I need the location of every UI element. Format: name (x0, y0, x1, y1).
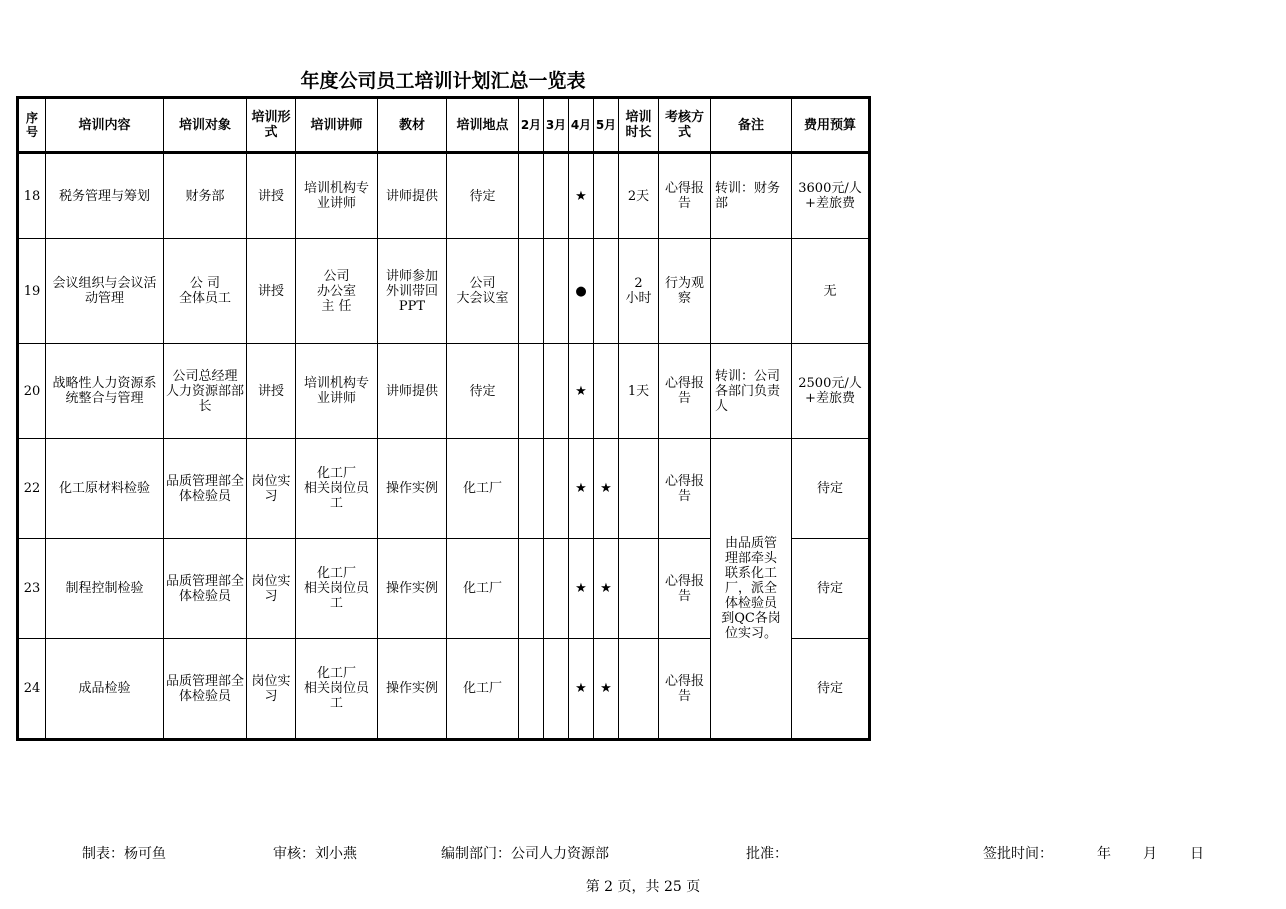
header-location: 培训地点 (447, 98, 519, 153)
cell-target: 品质管理部全体检验员 (164, 439, 247, 539)
training-plan-table (16, 96, 871, 741)
cell-month-4: ● (569, 239, 594, 344)
cell-month-5: ★ (594, 439, 619, 539)
cell-month-3 (544, 439, 569, 539)
cell-budget: 待定 (792, 439, 870, 539)
header-budget: 费用预算 (792, 98, 870, 153)
header-month-5: 5月 (594, 98, 619, 153)
cell-assess: 行为观察 (659, 239, 711, 344)
cell-assess: 心得报告 (659, 153, 711, 239)
cell-budget: 待定 (792, 639, 870, 740)
cell-seq: 18 (18, 153, 46, 239)
cell-target: 财务部 (164, 153, 247, 239)
header-target: 培训对象 (164, 98, 247, 153)
footer-maker: 制表：杨可鱼 (82, 846, 166, 862)
cell-month-4: ★ (569, 439, 594, 539)
cell-duration: 2天 (619, 153, 659, 239)
cell-budget: 无 (792, 239, 870, 344)
cell-seq: 20 (18, 344, 46, 439)
cell-location: 化工厂 (447, 439, 519, 539)
header-duration: 培训时长 (619, 98, 659, 153)
cell-location: 公司 大会议室 (447, 239, 519, 344)
cell-remarks (711, 239, 792, 344)
cell-lecturer: 培训机构专业讲师 (296, 344, 378, 439)
cell-duration (619, 439, 659, 539)
cell-assess: 心得报告 (659, 639, 711, 740)
cell-month-5: ★ (594, 539, 619, 639)
header-remarks: 备注 (711, 98, 792, 153)
cell-form: 岗位实习 (247, 639, 296, 740)
cell-target: 品质管理部全体检验员 (164, 639, 247, 740)
cell-material: 讲师提供 (378, 153, 447, 239)
cell-material: 操作实例 (378, 439, 447, 539)
cell-target: 品质管理部全体检验员 (164, 539, 247, 639)
cell-lecturer: 化工厂 相关岗位员工 (296, 439, 378, 539)
cell-month-3 (544, 153, 569, 239)
cell-seq: 24 (18, 639, 46, 740)
cell-assess: 心得报告 (659, 439, 711, 539)
cell-duration: 2 小时 (619, 239, 659, 344)
header-month-2: 2月 (519, 98, 544, 153)
cell-location: 化工厂 (447, 639, 519, 740)
cell-budget: 3600元/人+差旅费 (792, 153, 870, 239)
cell-month-2 (519, 539, 544, 639)
cell-form: 岗位实习 (247, 539, 296, 639)
cell-budget: 待定 (792, 539, 870, 639)
cell-month-5 (594, 239, 619, 344)
cell-content: 战略性人力资源系统整合与管理 (46, 344, 164, 439)
cell-month-5: ★ (594, 639, 619, 740)
cell-content: 会议组织与会议活动管理 (46, 239, 164, 344)
cell-month-4: ★ (569, 344, 594, 439)
cell-remarks: 转训：财务部 (711, 153, 792, 239)
cell-material: 讲师参加外训带回PPT (378, 239, 447, 344)
header-lecturer: 培训讲师 (296, 98, 378, 153)
cell-month-4: ★ (569, 539, 594, 639)
cell-month-2 (519, 153, 544, 239)
header-form: 培训形式 (247, 98, 296, 153)
cell-lecturer: 培训机构专业讲师 (296, 153, 378, 239)
cell-location: 待定 (447, 344, 519, 439)
cell-lecturer: 公司 办公室 主 任 (296, 239, 378, 344)
cell-month-2 (519, 344, 544, 439)
footer-approve: 批准： (746, 846, 788, 862)
table-row (18, 239, 870, 344)
header-material: 教材 (378, 98, 447, 153)
footer-reviewer: 审核：刘小燕 (273, 846, 357, 862)
header-assess: 考核方式 (659, 98, 711, 153)
cell-month-3 (544, 539, 569, 639)
cell-merged-remark: 由品质管理部牵头联系化工厂，派全体检验员到QC各岗位实习。 (711, 439, 792, 740)
footer-year: 年 (1097, 846, 1111, 862)
header-seq: 序号 (18, 98, 46, 153)
cell-content: 化工原材料检验 (46, 439, 164, 539)
cell-remarks: 转训：公司各部门负责人 (711, 344, 792, 439)
header-content: 培训内容 (46, 98, 164, 153)
page-number: 第 2 页，共 25 页 (585, 879, 701, 895)
header-row (18, 98, 870, 153)
cell-duration (619, 539, 659, 639)
cell-month-2 (519, 239, 544, 344)
cell-material: 操作实例 (378, 539, 447, 639)
cell-seq: 22 (18, 439, 46, 539)
cell-month-4: ★ (569, 639, 594, 740)
cell-form: 讲授 (247, 344, 296, 439)
cell-month-2 (519, 639, 544, 740)
header-month-4: 4月 (569, 98, 594, 153)
cell-form: 讲授 (247, 239, 296, 344)
footer-dept: 编制部门：公司人力资源部 (441, 846, 609, 862)
footer-day: 日 (1190, 846, 1204, 862)
footer-approve-time: 签批时间： (983, 846, 1053, 862)
cell-content: 税务管理与筹划 (46, 153, 164, 239)
table-row (18, 439, 870, 539)
cell-form: 讲授 (247, 153, 296, 239)
cell-location: 化工厂 (447, 539, 519, 639)
cell-month-5 (594, 344, 619, 439)
cell-month-5 (594, 153, 619, 239)
cell-budget: 2500元/人+差旅费 (792, 344, 870, 439)
header-month-3: 3月 (544, 98, 569, 153)
cell-month-3 (544, 239, 569, 344)
table-row (18, 153, 870, 239)
cell-target: 公司总经理 人力资源部部长 (164, 344, 247, 439)
cell-month-3 (544, 344, 569, 439)
page-title: 年度公司员工培训计划汇总一览表 (300, 70, 586, 92)
footer-month: 月 (1143, 846, 1157, 862)
cell-assess: 心得报告 (659, 344, 711, 439)
cell-duration (619, 639, 659, 740)
cell-location: 待定 (447, 153, 519, 239)
cell-form: 岗位实习 (247, 439, 296, 539)
cell-material: 讲师提供 (378, 344, 447, 439)
cell-material: 操作实例 (378, 639, 447, 740)
cell-content: 成品检验 (46, 639, 164, 740)
cell-duration: 1天 (619, 344, 659, 439)
cell-target: 公 司 全体员工 (164, 239, 247, 344)
cell-lecturer: 化工厂 相关岗位员工 (296, 539, 378, 639)
cell-assess: 心得报告 (659, 539, 711, 639)
cell-content: 制程控制检验 (46, 539, 164, 639)
cell-seq: 19 (18, 239, 46, 344)
cell-lecturer: 化工厂 相关岗位员工 (296, 639, 378, 740)
cell-month-2 (519, 439, 544, 539)
cell-seq: 23 (18, 539, 46, 639)
table-row (18, 344, 870, 439)
cell-month-4: ★ (569, 153, 594, 239)
cell-month-3 (544, 639, 569, 740)
